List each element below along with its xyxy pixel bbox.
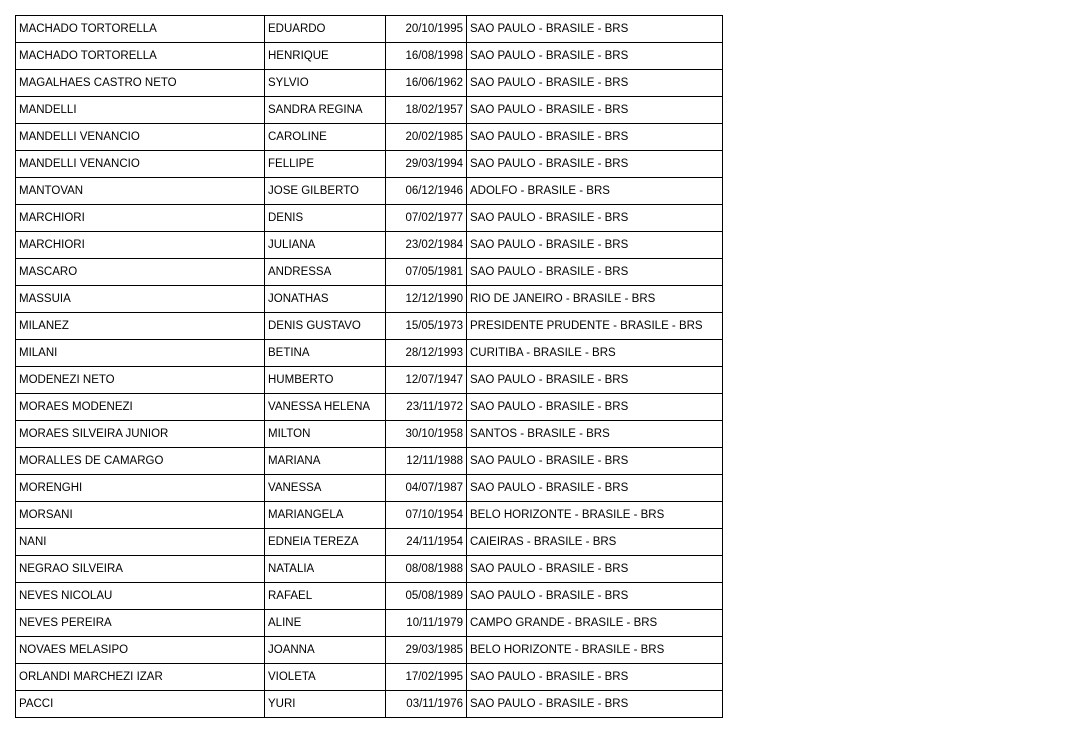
given-name-cell: JONATHAS: [265, 286, 386, 313]
birthplace-cell: SAO PAULO - BRASILE - BRS: [467, 691, 723, 718]
birth-date-cell: 20/10/1995: [386, 16, 467, 43]
given-name-cell: HUMBERTO: [265, 367, 386, 394]
birthplace-cell: BELO HORIZONTE - BRASILE - BRS: [467, 502, 723, 529]
given-name-cell: EDNEIA TEREZA: [265, 529, 386, 556]
table-row: [16, 286, 723, 313]
birth-date-cell: 24/11/1954: [386, 529, 467, 556]
table-row: [16, 394, 723, 421]
birthplace-cell: SAO PAULO - BRASILE - BRS: [467, 556, 723, 583]
birth-date-cell: 20/02/1985: [386, 124, 467, 151]
birth-date-cell: 17/02/1995: [386, 664, 467, 691]
given-name-cell: NATALIA: [265, 556, 386, 583]
table-row: [16, 124, 723, 151]
surname-cell: MORENGHI: [16, 475, 265, 502]
table-row: [16, 232, 723, 259]
surname-cell: MANTOVAN: [16, 178, 265, 205]
birth-date-cell: 06/12/1946: [386, 178, 467, 205]
surname-cell: MODENEZI NETO: [16, 367, 265, 394]
registry-table-body: [16, 16, 723, 718]
birthplace-cell: SAO PAULO - BRASILE - BRS: [467, 394, 723, 421]
table-row: [16, 583, 723, 610]
table-row: [16, 151, 723, 178]
table-row: [16, 556, 723, 583]
birthplace-cell: SAO PAULO - BRASILE - BRS: [467, 43, 723, 70]
given-name-cell: RAFAEL: [265, 583, 386, 610]
given-name-cell: JOSE GILBERTO: [265, 178, 386, 205]
given-name-cell: DENIS GUSTAVO: [265, 313, 386, 340]
table-row: [16, 178, 723, 205]
table-row: [16, 367, 723, 394]
surname-cell: NEVES PEREIRA: [16, 610, 265, 637]
birth-date-cell: 23/11/1972: [386, 394, 467, 421]
birthplace-cell: BELO HORIZONTE - BRASILE - BRS: [467, 637, 723, 664]
given-name-cell: ALINE: [265, 610, 386, 637]
birth-date-cell: 29/03/1985: [386, 637, 467, 664]
birthplace-cell: ADOLFO - BRASILE - BRS: [467, 178, 723, 205]
given-name-cell: MARIANGELA: [265, 502, 386, 529]
surname-cell: NANI: [16, 529, 265, 556]
table-row: [16, 259, 723, 286]
given-name-cell: VIOLETA: [265, 664, 386, 691]
table-row: [16, 16, 723, 43]
table-row: [16, 448, 723, 475]
given-name-cell: VANESSA: [265, 475, 386, 502]
birth-date-cell: 12/07/1947: [386, 367, 467, 394]
birth-date-cell: 29/03/1994: [386, 151, 467, 178]
surname-cell: NEGRAO SILVEIRA: [16, 556, 265, 583]
table-row: [16, 529, 723, 556]
birthplace-cell: SAO PAULO - BRASILE - BRS: [467, 232, 723, 259]
birth-date-cell: 03/11/1976: [386, 691, 467, 718]
surname-cell: NOVAES MELASIPO: [16, 637, 265, 664]
surname-cell: MORSANI: [16, 502, 265, 529]
birthplace-cell: SAO PAULO - BRASILE - BRS: [467, 205, 723, 232]
table-row: [16, 664, 723, 691]
birthplace-cell: RIO DE JANEIRO - BRASILE - BRS: [467, 286, 723, 313]
surname-cell: MARCHIORI: [16, 205, 265, 232]
table-row: [16, 475, 723, 502]
surname-cell: NEVES NICOLAU: [16, 583, 265, 610]
birthplace-cell: SAO PAULO - BRASILE - BRS: [467, 475, 723, 502]
birthplace-cell: SAO PAULO - BRASILE - BRS: [467, 664, 723, 691]
birth-date-cell: 04/07/1987: [386, 475, 467, 502]
birth-date-cell: 12/12/1990: [386, 286, 467, 313]
birthplace-cell: PRESIDENTE PRUDENTE - BRASILE - BRS: [467, 313, 723, 340]
table-row: [16, 340, 723, 367]
birth-date-cell: 12/11/1988: [386, 448, 467, 475]
birthplace-cell: SAO PAULO - BRASILE - BRS: [467, 16, 723, 43]
birth-date-cell: 18/02/1957: [386, 97, 467, 124]
surname-cell: MANDELLI: [16, 97, 265, 124]
birthplace-cell: CAMPO GRANDE - BRASILE - BRS: [467, 610, 723, 637]
table-row: [16, 97, 723, 124]
birthplace-cell: SAO PAULO - BRASILE - BRS: [467, 583, 723, 610]
surname-cell: MORAES SILVEIRA JUNIOR: [16, 421, 265, 448]
table-row: [16, 691, 723, 718]
surname-cell: MARCHIORI: [16, 232, 265, 259]
birth-date-cell: 07/05/1981: [386, 259, 467, 286]
table-row: [16, 610, 723, 637]
surname-cell: MILANEZ: [16, 313, 265, 340]
given-name-cell: VANESSA HELENA: [265, 394, 386, 421]
registry-table: [15, 15, 723, 718]
birthplace-cell: SAO PAULO - BRASILE - BRS: [467, 367, 723, 394]
birthplace-cell: SAO PAULO - BRASILE - BRS: [467, 259, 723, 286]
birth-date-cell: 07/10/1954: [386, 502, 467, 529]
given-name-cell: FELLIPE: [265, 151, 386, 178]
surname-cell: MORAES MODENEZI: [16, 394, 265, 421]
birth-date-cell: 16/06/1962: [386, 70, 467, 97]
birthplace-cell: CAIEIRAS - BRASILE - BRS: [467, 529, 723, 556]
table-row: [16, 502, 723, 529]
surname-cell: MASCARO: [16, 259, 265, 286]
surname-cell: MACHADO TORTORELLA: [16, 16, 265, 43]
surname-cell: MANDELLI VENANCIO: [16, 124, 265, 151]
surname-cell: MILANI: [16, 340, 265, 367]
birthplace-cell: SAO PAULO - BRASILE - BRS: [467, 70, 723, 97]
birthplace-cell: SANTOS - BRASILE - BRS: [467, 421, 723, 448]
given-name-cell: JULIANA: [265, 232, 386, 259]
surname-cell: PACCI: [16, 691, 265, 718]
birth-date-cell: 07/02/1977: [386, 205, 467, 232]
given-name-cell: EDUARDO: [265, 16, 386, 43]
given-name-cell: SANDRA REGINA: [265, 97, 386, 124]
given-name-cell: JOANNA: [265, 637, 386, 664]
surname-cell: MANDELLI VENANCIO: [16, 151, 265, 178]
given-name-cell: HENRIQUE: [265, 43, 386, 70]
given-name-cell: YURI: [265, 691, 386, 718]
table-row: [16, 43, 723, 70]
birth-date-cell: 30/10/1958: [386, 421, 467, 448]
given-name-cell: ANDRESSA: [265, 259, 386, 286]
given-name-cell: MILTON: [265, 421, 386, 448]
birth-date-cell: 05/08/1989: [386, 583, 467, 610]
birth-date-cell: 16/08/1998: [386, 43, 467, 70]
birth-date-cell: 10/11/1979: [386, 610, 467, 637]
surname-cell: MACHADO TORTORELLA: [16, 43, 265, 70]
table-row: [16, 637, 723, 664]
given-name-cell: SYLVIO: [265, 70, 386, 97]
birthplace-cell: SAO PAULO - BRASILE - BRS: [467, 97, 723, 124]
given-name-cell: BETINA: [265, 340, 386, 367]
birthplace-cell: CURITIBA - BRASILE - BRS: [467, 340, 723, 367]
birth-date-cell: 28/12/1993: [386, 340, 467, 367]
given-name-cell: CAROLINE: [265, 124, 386, 151]
given-name-cell: DENIS: [265, 205, 386, 232]
surname-cell: MASSUIA: [16, 286, 265, 313]
table-row: [16, 313, 723, 340]
surname-cell: ORLANDI MARCHEZI IZAR: [16, 664, 265, 691]
birthplace-cell: SAO PAULO - BRASILE - BRS: [467, 448, 723, 475]
birthplace-cell: SAO PAULO - BRASILE - BRS: [467, 124, 723, 151]
birth-date-cell: 23/02/1984: [386, 232, 467, 259]
table-row: [16, 205, 723, 232]
birthplace-cell: SAO PAULO - BRASILE - BRS: [467, 151, 723, 178]
surname-cell: MAGALHAES CASTRO NETO: [16, 70, 265, 97]
birth-date-cell: 15/05/1973: [386, 313, 467, 340]
given-name-cell: MARIANA: [265, 448, 386, 475]
birth-date-cell: 08/08/1988: [386, 556, 467, 583]
surname-cell: MORALLES DE CAMARGO: [16, 448, 265, 475]
table-row: [16, 421, 723, 448]
table-row: [16, 70, 723, 97]
